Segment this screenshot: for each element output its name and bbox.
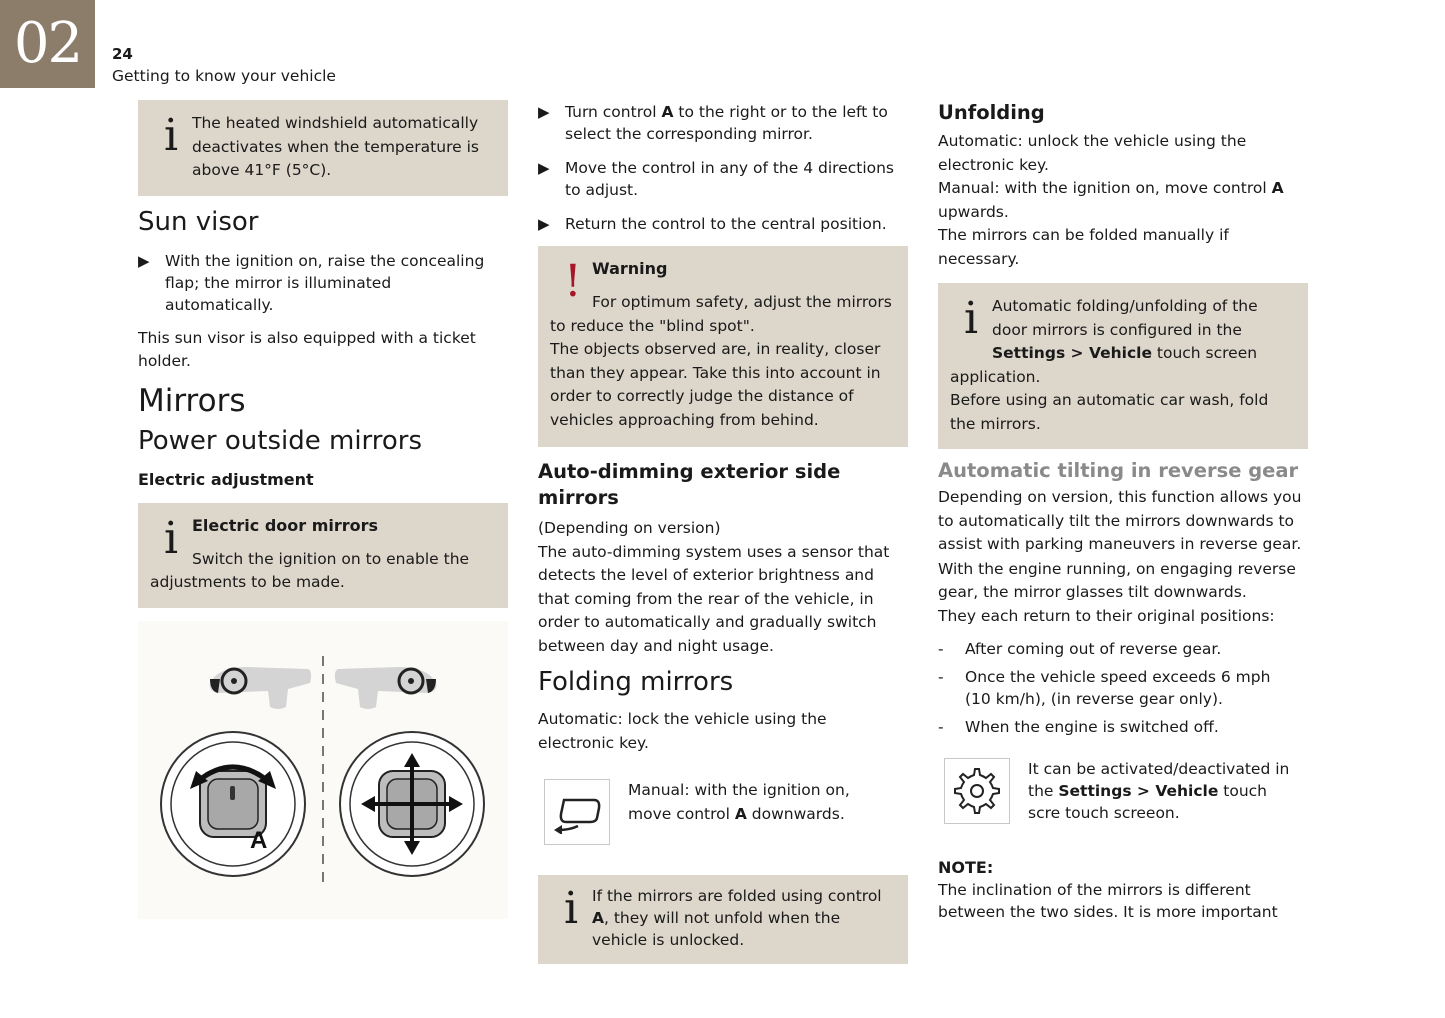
dash-item-3: - When the engine is switched off. xyxy=(938,716,1308,738)
folded-info-text: If the mirrors are folded using control A, they will not unfold when the vehicle is unlocked. xyxy=(592,887,882,949)
page-number: 24 xyxy=(112,45,133,63)
info-box-electric-mirrors xyxy=(138,503,508,608)
power-mirrors-heading: Power outside mirrors xyxy=(138,425,423,456)
dash-item-2: - Once the vehicle speed exceeds 6 mph (10 km/h), (in reverse gear only). xyxy=(938,666,1308,710)
note-text: The inclination of the mirrors is different between the two sides. It is more important xyxy=(938,881,1278,921)
column-3 xyxy=(938,100,1308,923)
unfolding-heading: Unfolding xyxy=(938,101,1045,124)
folding-auto-text: Automatic: lock the vehicle using the electronic key. xyxy=(538,710,827,752)
info-icon: i xyxy=(964,293,979,344)
electric-adjustment-heading: Electric adjustment xyxy=(138,469,314,489)
warning-line-1: For optimum safety, adjust the mirrors to reduce the "blind spot". xyxy=(550,293,892,335)
note-label: NOTE: xyxy=(938,858,994,877)
auto-dimming-heading: Auto-dimming exterior side mirrors xyxy=(538,460,841,509)
control-a-label: A xyxy=(250,826,268,854)
section-title: Getting to know your vehicle xyxy=(112,67,336,85)
mirror-control-illustration xyxy=(138,621,508,919)
folding-manual-row xyxy=(538,779,908,845)
mirrors-heading: Mirrors xyxy=(138,382,246,419)
electric-box-title: Electric door mirrors xyxy=(192,515,379,535)
tilting-heading: Automatic tilting in reverse gear xyxy=(938,459,1299,482)
sun-visor-note: This sun visor is also equipped with a ticket holder. xyxy=(138,328,476,370)
gear-icon xyxy=(944,758,1010,824)
column-2 xyxy=(538,101,908,964)
info-icon: i xyxy=(164,110,179,161)
mirror-control-diagram xyxy=(138,621,508,919)
auto-fold-car-wash-text: Before using an automatic car wash, fold the mirrors. xyxy=(950,391,1269,433)
sun-visor-bullet: ▶ With the ignition on, raise the concealing flap; the mirror is illuminated automatically. xyxy=(138,250,508,316)
fold-mirror-glyph xyxy=(550,790,604,834)
dash-item-1: - After coming out of reverse gear. xyxy=(938,638,1308,660)
gear-glyph xyxy=(950,764,1004,818)
settings-row xyxy=(938,758,1308,824)
info-box-folded-mirrors xyxy=(538,875,908,964)
warning-icon: ! xyxy=(564,256,582,307)
tilting-text-1: Depending on version, this function allows you to automatically tilt the mirrors downwards to assist with parking maneuvers in reverse gear. xyxy=(938,488,1302,553)
info-icon: i xyxy=(564,883,579,934)
info-icon: i xyxy=(164,512,179,564)
folding-manual-text: Manual: with the ignition on, move control A downwards. xyxy=(628,781,850,823)
tilting-text-2: With the engine running, on engaging reverse gear, the mirror glasses tilt downwards. xyxy=(938,559,1296,601)
electric-box-text: Switch the ignition on to enable the adjustments to be made. xyxy=(150,549,470,591)
bullet-turn-control: ▶ Turn control A to the right or to the left to select the corresponding mirror. xyxy=(538,101,908,145)
fold-mirror-icon xyxy=(544,779,610,845)
settings-text: It can be activated/deactivated in the Settings > Vehicle touch scre touch screeon. xyxy=(1028,760,1290,822)
auto-dimming-version: (Depending on version) xyxy=(538,519,721,537)
auto-fold-info-text: Automatic folding/unfolding of the door mirrors is configured in the Settings > Vehicle touch screen application. xyxy=(950,297,1258,386)
unfold-manual-fold-text: The mirrors can be folded manually if necessary. xyxy=(938,226,1229,268)
unfold-manual-text: Manual: with the ignition on, move control A upwards. xyxy=(938,179,1284,221)
info-text: The heated windshield automatically deactivates when the temperature is above 41°F (5°C). xyxy=(192,114,479,179)
warning-line-2: The objects observed are, in reality, closer than they appear. Take this into account in order to correctly judge the distance of vehicles approaching from behind. xyxy=(550,340,881,429)
bullet-move-control: ▶ Move the control in any of the 4 directions to adjust. xyxy=(538,157,908,201)
info-box-auto-folding xyxy=(938,283,1308,449)
info-box-heated-windshield xyxy=(138,100,508,196)
bullet-return-control: ▶ Return the control to the central position. xyxy=(538,213,908,235)
tilting-text-3: They each return to their original positions: xyxy=(938,606,1275,625)
folding-mirrors-heading: Folding mirrors xyxy=(538,667,734,697)
warning-box xyxy=(538,246,908,447)
chapter-tab: 02 xyxy=(0,0,95,88)
auto-dimming-text: The auto-dimming system uses a sensor that detects the level of exterior brightness and that coming from the rear of the vehicle, in order to automatically and gradually switch between day and night usage. xyxy=(538,542,890,655)
sun-visor-heading: Sun visor xyxy=(138,206,259,237)
column-1 xyxy=(138,100,508,919)
warning-title: Warning xyxy=(592,259,668,278)
unfold-auto-text: Automatic: unlock the vehicle using the electronic key. xyxy=(938,132,1247,174)
